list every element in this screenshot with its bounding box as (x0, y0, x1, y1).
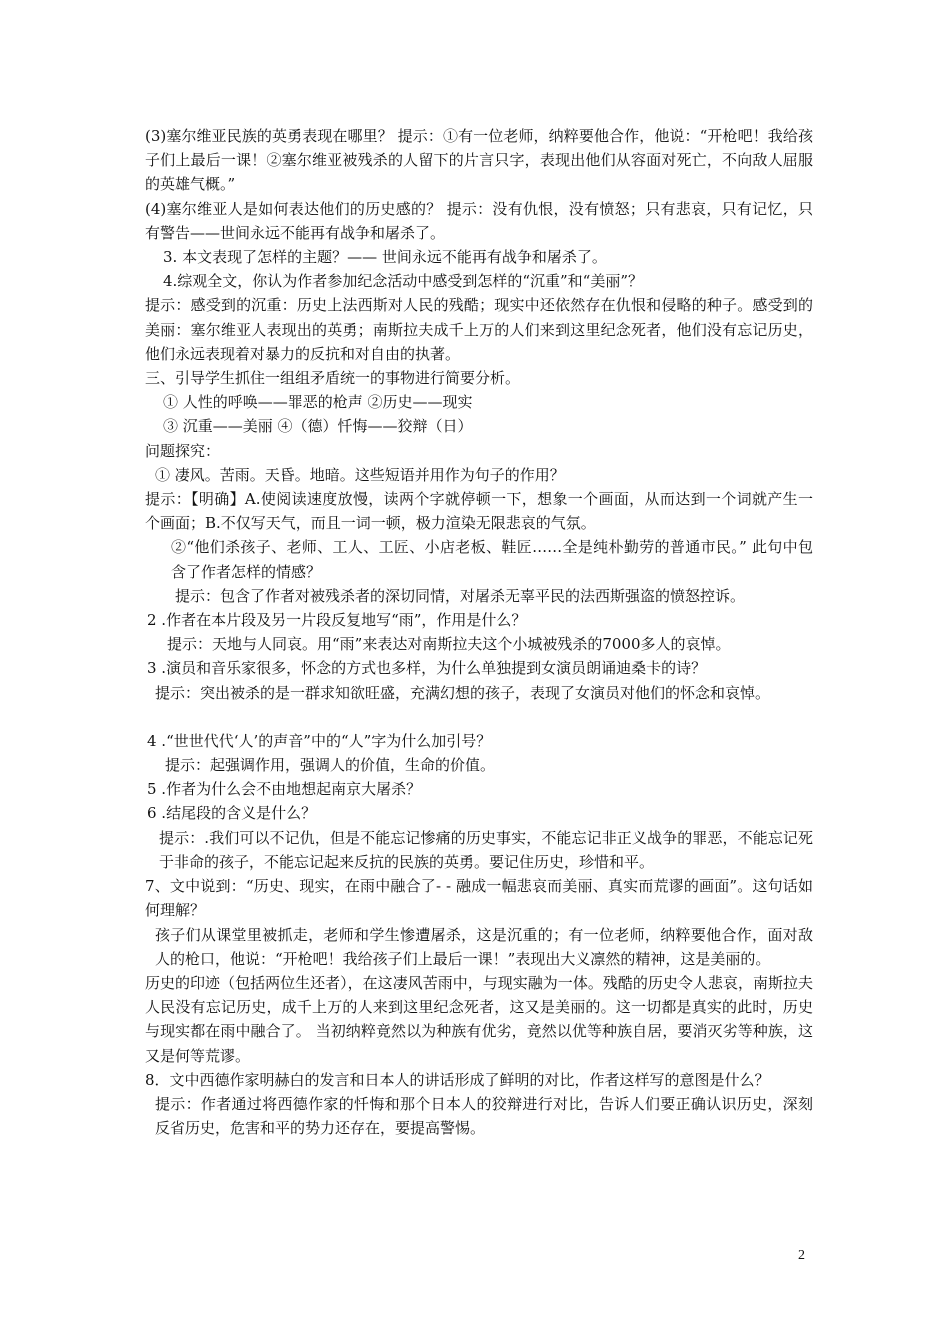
paragraph: (3)塞尔维亚民族的英勇表现在哪里？ 提示：①有一位老师，纳粹要他合作，他说：“开枪吧！我给孩子们上最后一课！②塞尔维亚被残杀的人留下的片言只字，表现出他们从容面对死亡，不向敌人屈服的英雄气概。” (145, 127, 813, 194)
paragraph: 提示：感受到的沉重：历史上法西斯对人民的残酷；现实中还依然存在仇恨和侵略的种子。感受到的美丽：塞尔维亚人表现出的英勇；南斯拉夫成千上万的人们来到这里纪念死者，他们没有忘记历史，他们永远表现着对暴力的反抗和对自由的执著。 (145, 296, 813, 363)
paragraph: ③ 沉重——美丽 ④（德）忏悔——狡辩（日） (163, 417, 473, 436)
paragraph: 4 .“世世代代‘人’的声音”中的“人”字为什么加引号？ (147, 731, 492, 750)
page-number: 2 (798, 1248, 805, 1263)
paragraph: 提示：起强调作用，强调人的价值，生命的价值。 (165, 756, 496, 775)
paragraph: 2 .作者在本片段及另一片段反复地写“雨”，作用是什么？ (147, 611, 527, 630)
paragraph: 三、引导学生抓住一组组矛盾统一的事物进行简要分析。 (145, 369, 521, 388)
paragraph: 提示：作者通过将西德作家的忏悔和那个日本人的狡辩进行对比，告诉人们要正确认识历史，深刻反省历史，危害和平的势力还存在，要提高警惕。 (155, 1094, 813, 1138)
paragraph: 5 .作者为什么会不由地想起南京大屠杀？ (147, 780, 422, 799)
paragraph: 孩子们从课堂里被抓走，老师和学生惨遭屠杀，这是沉重的；有一位老师，纳粹要他合作，面对敌人的枪口，他说：“开枪吧！我给孩子们上最后一课！”表现出大义凛然的精神，这是美丽的。 (155, 925, 813, 968)
blank-line (145, 705, 813, 729)
paragraph: 提示：突出被杀的是一群求知欲旺盛，充满幻想的孩子，表现了女演员对他们的怀念和哀悼。 (155, 683, 771, 702)
paragraph: ① 凄风。苦雨。天昏。地暗。这些短语并用作为句子的作用？ (155, 465, 565, 484)
paragraph: 3. 本文表现了怎样的主题？—— 世间永远不能再有战争和屠杀了。 (163, 248, 607, 267)
paragraph: 历史的印迹（包括两位生还者），在这凄风苦雨中，与现实融为一体。残酷的历史令人悲哀，南斯拉夫人民没有忘记历史，成千上万的人来到这里纪念死者，这又是美丽的。这一切都是真实的此时，历史与现实都在雨中融合了。 当初纳粹竟然以为种族有优劣，竟然以优等种族自居，要消灭劣等种族，这又是何等荒谬。 (145, 973, 813, 1065)
paragraph: 3 .演员和音乐家很多，怀念的方式也多样，为什么单独提到女演员朗诵迪桑卡的诗？ (147, 659, 707, 678)
paragraph: 6 .结尾段的含义是什么？ (147, 804, 317, 823)
paragraph: 问题探究： (145, 441, 221, 460)
paragraph: 提示：天地与人同哀。用“雨”来表达对南斯拉夫这个小城被残杀的7000多人的哀悼。 (167, 635, 731, 654)
paragraph: 提示：【明确】A.使阅读速度放慢，读两个字就停顿一下，想象一个画面，从而达到一个词就产生一个画面；B.不仅写天气，而且一词一顿，极力渲染无限悲哀的气氛。 (145, 490, 813, 533)
paragraph: 4.综观全文，你认为作者参加纪念活动中感受到怎样的“沉重”和“美丽”？ (163, 272, 643, 291)
paragraph: (4)塞尔维亚人是如何表达他们的历史感的？ 提示：没有仇恨，没有愤怒；只有悲哀，只有记忆，只有警告——世间永远不能再有战争和屠杀了。 (145, 199, 813, 242)
document-body (145, 124, 813, 1140)
paragraph: ① 人性的呼唤——罪恶的枪声 ②历史——现实 (163, 393, 473, 412)
paragraph: 8．文中西德作家明赫白的发言和日本人的讲话形成了鲜明的对比，作者这样写的意图是什么？ (145, 1070, 770, 1089)
paragraph: 提示：包含了作者对被残杀者的深切同情，对屠杀无辜平民的法西斯强盗的愤怒控诉。 (175, 586, 746, 605)
paragraph: 7、文中说到：“历史、现实，在雨中融合了- - 融成一幅悲哀而美丽、真实而荒谬的画面”。这句话如何理解？ (145, 877, 813, 920)
paragraph: 提示：.我们可以不记仇，但是不能忘记惨痛的历史事实，不能忘记非正义战争的罪恶，不能忘记死于非命的孩子，不能忘记起来反抗的民族的英勇。要记住历史，珍惜和平。 (159, 828, 813, 871)
paragraph: ②“他们杀孩子、老师、工人、工匠、小店老板、鞋匠……全是纯朴勤劳的普通市民。” 此句中包含了作者怎样的情感？ (171, 538, 813, 581)
